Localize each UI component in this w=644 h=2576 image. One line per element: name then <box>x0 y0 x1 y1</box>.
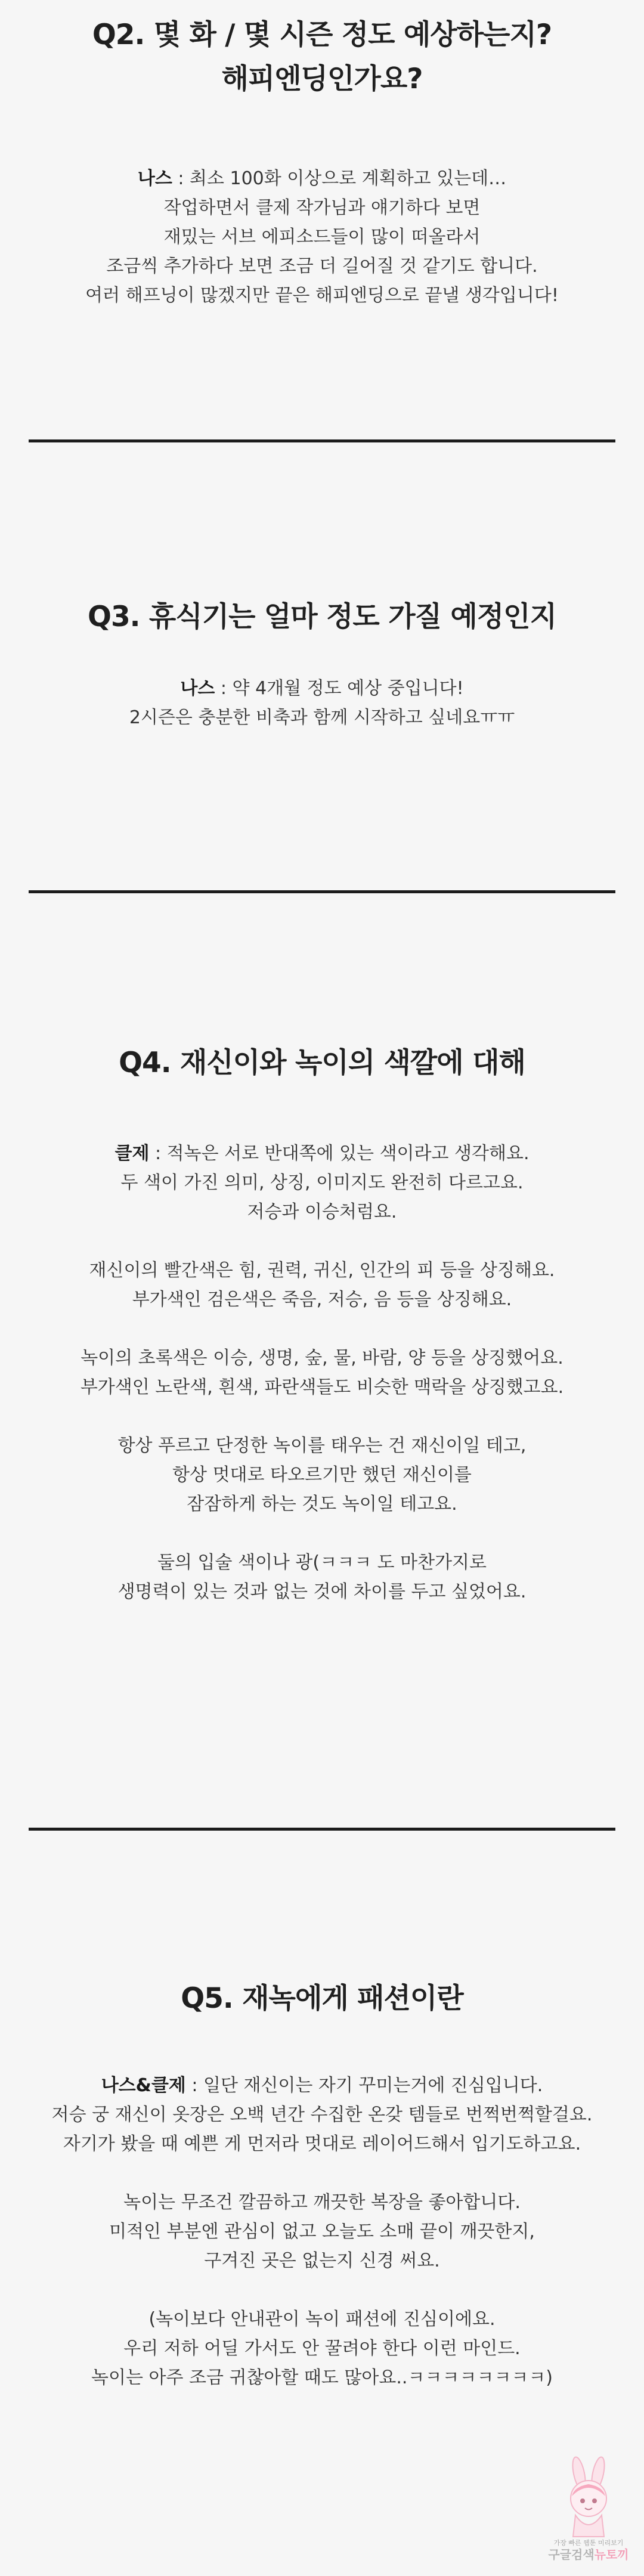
answer-line: 녹이는 아주 조금 귀찮아할 때도 많아요..ㅋㅋㅋㅋㅋㅋㅋㅋ) <box>91 2367 553 2388</box>
section-divider <box>29 890 615 893</box>
answer-block <box>0 1139 644 1606</box>
answer-line: 저승과 이승처럼요. <box>247 1202 397 1222</box>
answer-line: 미적인 부분엔 관심이 없고 오늘도 소매 끝이 깨끗한지, <box>109 2221 535 2242</box>
answer-line: 항상 푸르고 단정한 녹이를 태우는 건 재신이일 테고, <box>117 1435 527 1456</box>
answer-line: 여러 해프닝이 많겠지만 끝은 해피엔딩으로 끝낼 생각입니다! <box>85 285 559 306</box>
answer-line: 조금씩 추가하다 보면 조금 더 길어질 것 같기도 합니다. <box>106 256 538 277</box>
answer-line: 작업하면서 클제 작가님과 얘기하다 보면 <box>163 197 481 218</box>
question-title <box>0 13 644 101</box>
answer-line: 녹이는 무조건 깔끔하고 깨끗한 복장을 좋아합니다. <box>123 2192 521 2213</box>
answer-line: 나스 : 최소 100화 이상으로 계획하고 있는데… <box>137 168 507 189</box>
answer-line: 우리 저하 어딜 가서도 안 꿀려야 한다 이런 마인드. <box>123 2338 521 2359</box>
bunny-mascot-icon <box>553 2456 624 2539</box>
question-title-line: Q4. 재신이와 녹이의 색깔에 대해 <box>119 1046 525 1079</box>
question-title <box>0 595 644 639</box>
answer-line: 재밌는 서브 에피소드들이 많이 떠올라서 <box>163 227 481 247</box>
answer-line: (녹이보다 안내관이 녹이 패션에 진심이에요. <box>148 2309 496 2330</box>
answer-line: 잠잠하게 하는 것도 녹이일 테고요. <box>187 1494 457 1515</box>
answer-line: 2시즌은 충분한 비축과 함께 시작하고 싶네요ㅠㅠ <box>129 707 515 728</box>
question-title-line: Q2. 몇 화 / 몇 시즌 정도 예상하는지? <box>92 18 552 51</box>
watermark-name: 구글검색뉴토끼 <box>548 2547 629 2562</box>
section-q4 <box>0 1041 644 1606</box>
site-watermark <box>544 2456 633 2569</box>
watermark-tagline: 가장 빠른 웹툰 미리보기 <box>553 2539 624 2547</box>
answer-line: 저승 궁 재신이 옷장은 오백 년간 수집한 온갖 템들로 번쩍번쩍할걸요. <box>51 2104 593 2125</box>
answer-line: 녹이의 초록색은 이승, 생명, 숲, 물, 바람, 양 등을 상징했어요. <box>80 1348 564 1368</box>
answer-block <box>0 674 644 732</box>
question-title-line: Q5. 재녹에게 패션이란 <box>181 1982 463 2015</box>
answer-line: 자기가 봤을 때 예쁜 게 먼저라 멋대로 레이어드해서 입기도하고요. <box>63 2134 581 2154</box>
answer-line: 나스&클제 : 일단 재신이는 자기 꾸미는거에 진심입니다. <box>101 2075 543 2096</box>
answer-line: 부가색인 검은색은 죽음, 저승, 음 등을 상징해요. <box>132 1289 512 1310</box>
speaker-name: 나스 <box>180 678 215 699</box>
answer-line: 재신이의 빨간색은 힘, 권력, 귀신, 인간의 피 등을 상징해요. <box>89 1260 555 1281</box>
answer-line: 나스 : 약 4개월 정도 예상 중입니다! <box>180 678 464 699</box>
question-title <box>0 1977 644 2021</box>
speaker-name: 나스&클제 <box>101 2075 186 2096</box>
section-q3 <box>0 595 644 732</box>
answer-line: 구겨진 곳은 없는지 신경 써요. <box>204 2250 440 2271</box>
answer-line: 항상 멋대로 타오르기만 했던 재신이를 <box>172 1465 472 1485</box>
speaker-name: 나스 <box>137 168 172 189</box>
answer-block <box>0 2071 644 2392</box>
answer-line: 생명력이 있는 것과 없는 것에 차이를 두고 싶었어요. <box>117 1581 527 1602</box>
question-title <box>0 1041 644 1085</box>
answer-line: 두 색이 가진 의미, 상징, 이미지도 완전히 다르고요. <box>120 1172 524 1193</box>
section-divider <box>29 439 615 442</box>
answer-block <box>0 164 644 310</box>
answer-line: 부가색인 노란색, 흰색, 파란색들도 비슷한 맥락을 상징했고요. <box>80 1377 564 1398</box>
section-q5 <box>0 1977 644 2392</box>
speaker-name: 클제 <box>114 1143 150 1164</box>
question-title-line: Q3. 휴식기는 얼마 정도 가질 예정인지 <box>88 600 556 633</box>
question-title-line: 해피엔딩인가요? <box>221 63 423 95</box>
section-q2 <box>0 13 644 310</box>
answer-line: 클제 : 적녹은 서로 반대쪽에 있는 색이라고 생각해요. <box>114 1143 530 1164</box>
section-divider <box>29 1828 615 1831</box>
answer-line: 둘의 입술 색이나 광(ㅋㅋㅋ 도 마찬가지로 <box>157 1552 487 1573</box>
